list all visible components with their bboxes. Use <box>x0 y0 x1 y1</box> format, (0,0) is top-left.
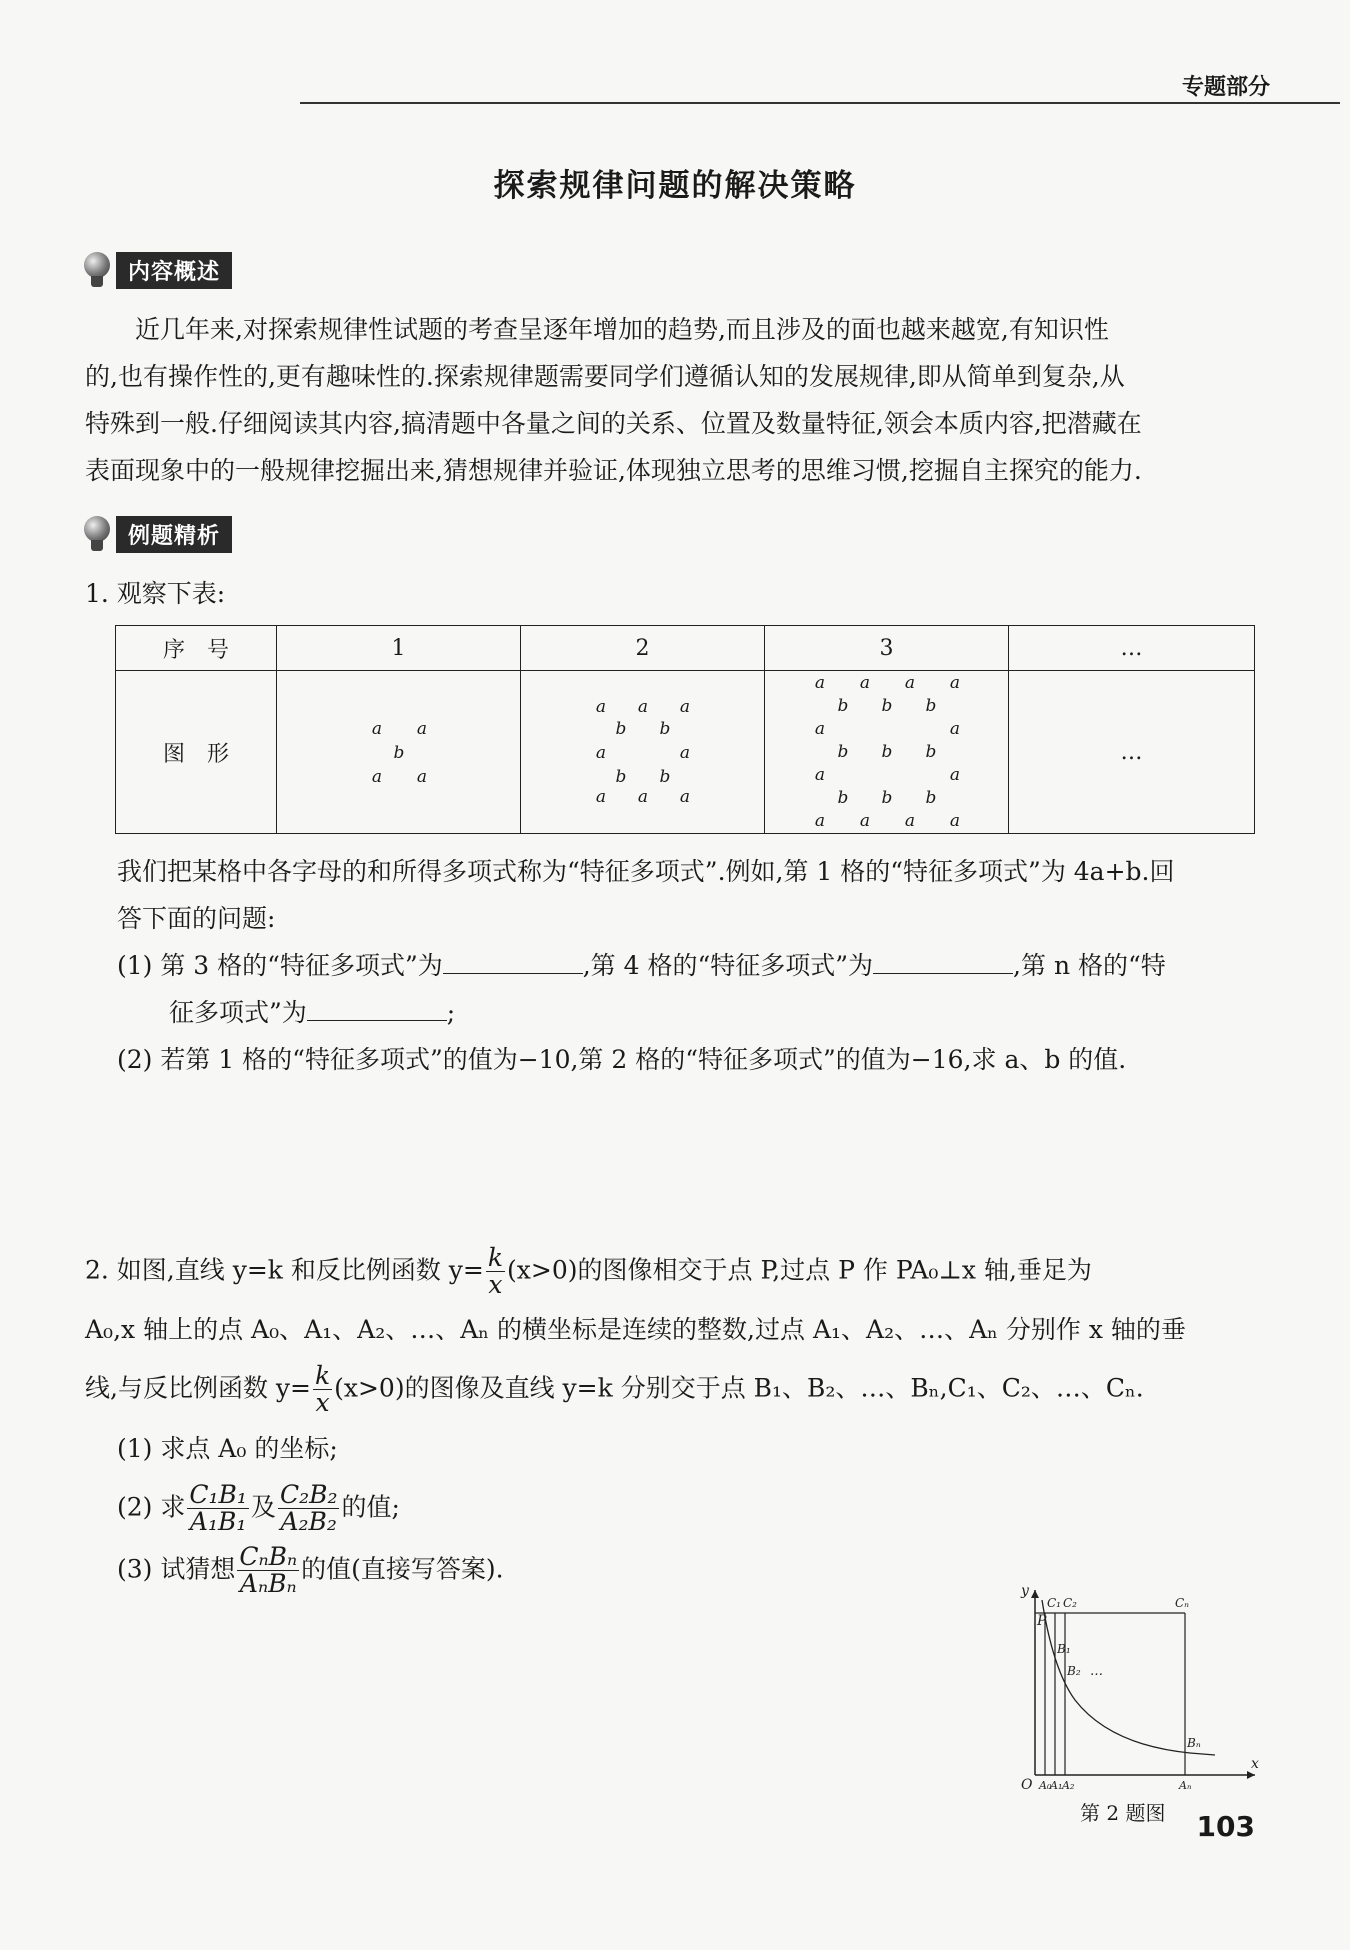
x-axis-arrow <box>1247 1771 1255 1779</box>
header-rule <box>300 102 1340 104</box>
label-An: Aₙ <box>1179 1779 1192 1792</box>
figure-letter-a: a <box>371 767 383 787</box>
lightbulb-icon <box>82 250 112 290</box>
figure-letter-a: a <box>949 673 961 693</box>
figure-letter-a: a <box>814 719 826 739</box>
figure-letter-b: b <box>659 719 671 739</box>
figure-letter-a: a <box>814 765 826 785</box>
q2-line1: 2. 如图,直线 y=k 和反比例函数 y= $\frac{k}{x}$ (x>0)的图像相交于点 P,过点 P 作 PA₀⊥x 轴,垂足为 <box>85 1243 1092 1300</box>
figure-letter-a: a <box>949 811 961 831</box>
table-header-index: 序 号 <box>116 626 277 671</box>
answer-blank[interactable] <box>307 994 447 1021</box>
q2-line3: 线,与反比例函数 y= $\frac{k}{x}$ (x>0)的图像及直线 y=k 分别交于点 B₁、B₂、…、Bₙ,C₁、C₂、…、Cₙ. <box>85 1360 1144 1417</box>
label-dots: … <box>1090 1664 1103 1679</box>
figure-cell-3 <box>765 671 1009 834</box>
q2-line2: A₀,x 轴上的点 A₀、A₁、A₂、…、Aₙ 的横坐标是连续的整数,过点 A₁、A₂、…、Aₙ 分别作 x 轴的垂 <box>85 1314 1186 1344</box>
figure-caption: 第 2 题图 <box>1080 1801 1166 1825</box>
fraction-cnbn-anbn: $\frac{\text{CₙBₙ}}{\text{AₙBₙ}}$ <box>239 1541 298 1598</box>
label-B2: B₂ <box>1067 1664 1081 1678</box>
q1-body <box>117 848 1267 1083</box>
figure-letter-b: b <box>881 742 893 762</box>
overview-tag-label: 内容概述 <box>116 252 232 289</box>
figure-letter-a: a <box>904 811 916 831</box>
q2-figure <box>1015 1575 1265 1795</box>
figure-letter-b: b <box>925 696 937 716</box>
q2-sub2: (2) 求 $\frac{\text{C₁B₁}}{\text{A₁B₁}}$ 及 $\frac{\text{C₂B₂}}{\text{A₂B₂}}$ 的值; <box>117 1480 400 1537</box>
figure-letter-b: b <box>925 788 937 808</box>
figure-letter-b: b <box>659 767 671 787</box>
lightbulb-icon <box>82 514 112 554</box>
figure-letter-b: b <box>837 696 849 716</box>
overview-line: 表面现象中的一般规律挖掘出来,猜想规律并验证,体现独立思考的思维习惯,挖掘自主探究的能力. <box>85 456 1142 485</box>
overview-paragraph <box>85 306 1265 494</box>
figure-letter-a: a <box>371 719 383 739</box>
q2-sub3: (3) 试猜想 $\frac{\text{CₙBₙ}}{\text{AₙBₙ}}$ 的值(直接写答案). <box>117 1541 504 1598</box>
label-B1: B₁ <box>1057 1642 1071 1656</box>
figure-letter-a: a <box>637 787 649 807</box>
q1-part2: (2) 若第 1 格的“特征多项式”的值为−10,第 2 格的“特征多项式”的值为−16,求 a、b 的值. <box>117 1045 1127 1074</box>
figure-cell-ellipsis: … <box>1009 671 1255 834</box>
label-x: x <box>1251 1756 1259 1772</box>
q1-part1-cont: 征多项式”为 ; <box>117 989 1267 1036</box>
q1-intro: 1. 观察下表: <box>85 579 226 608</box>
table-col-1: 1 <box>277 626 521 671</box>
label-origin: O <box>1021 1777 1033 1793</box>
table-col-3: 3 <box>765 626 1009 671</box>
examples-tag <box>82 514 232 554</box>
overview-tag <box>82 250 232 290</box>
figure-letter-a: a <box>637 697 649 717</box>
figure-letter-a: a <box>595 697 607 717</box>
figure-letter-b: b <box>837 788 849 808</box>
answer-blank[interactable] <box>873 947 1013 974</box>
figure-letter-a: a <box>814 811 826 831</box>
q1-desc: 答下面的问题: <box>117 904 276 933</box>
label-C1: C₁ <box>1047 1596 1061 1610</box>
figure-letter-a: a <box>679 743 691 763</box>
figure-letter-a: a <box>814 673 826 693</box>
figure-letter-a: a <box>595 787 607 807</box>
fraction-c1b1-a1b1: $\frac{\text{C₁B₁}}{\text{A₁B₁}}$ <box>189 1480 247 1537</box>
page-title: 探索规律问题的解决策略 <box>493 168 857 204</box>
figure-letter-a: a <box>595 743 607 763</box>
overview-line: 近几年来,对探索规律性试题的考查呈逐年增加的趋势,而且涉及的面也越来越宽,有知识性 <box>135 315 1109 344</box>
figure-letter-a: a <box>416 767 428 787</box>
q2-sub1: (1) 求点 A₀ 的坐标; <box>117 1434 338 1463</box>
figure-letter-a: a <box>949 719 961 739</box>
figure-letter-a: a <box>859 673 871 693</box>
figure-letter-a: a <box>416 719 428 739</box>
figure-letter-b: b <box>925 742 937 762</box>
label-Cn: Cₙ <box>1175 1596 1190 1610</box>
figure-letter-a: a <box>904 673 916 693</box>
overview-line: 特殊到一般.仔细阅读其内容,搞清题中各量之间的关系、位置及数量特征,领会本质内容,把潜藏在 <box>85 409 1142 438</box>
label-Bn: Bₙ <box>1187 1736 1201 1750</box>
figure-letter-b: b <box>393 743 405 763</box>
figure-letter-b: b <box>615 767 627 787</box>
label-C2: C₂ <box>1063 1596 1077 1610</box>
label-y: y <box>1021 1583 1029 1599</box>
header-section-label: 专题部分 <box>1181 75 1270 100</box>
q1-part1: (1) 第 3 格的“特征多项式”为 ,第 4 格的“特征多项式”为 ,第 n 格的“特 <box>117 942 1267 989</box>
figure-letter-b: b <box>837 742 849 762</box>
figure-letter-a: a <box>949 765 961 785</box>
figure-letter-a: a <box>679 697 691 717</box>
figure-letter-a: a <box>679 787 691 807</box>
label-A1: A₁ <box>1050 1779 1063 1792</box>
table-col-ellipsis: … <box>1009 626 1255 671</box>
table-header-figure: 图 形 <box>116 671 277 834</box>
observation-table <box>115 625 1255 834</box>
q1-desc: 我们把某格中各字母的和所得多项式称为“特征多项式”.例如,第 1 格的“特征多项式”为 4a+b.回 <box>117 857 1175 886</box>
figure-letter-b: b <box>881 788 893 808</box>
examples-tag-label: 例题精析 <box>116 516 232 553</box>
table-col-2: 2 <box>521 626 765 671</box>
figure-letter-a: a <box>859 811 871 831</box>
label-A2: A₂ <box>1062 1779 1075 1792</box>
figure-letter-b: b <box>881 696 893 716</box>
fraction-c2b2-a2b2: $\frac{\text{C₂B₂}}{\text{A₂B₂}}$ <box>279 1480 338 1537</box>
q2-body <box>85 1245 1265 1597</box>
fraction-k-over-x: $\frac{k}{x}$ <box>314 1360 331 1417</box>
figure-cell-2 <box>521 671 765 834</box>
label-P: P <box>1037 1613 1047 1629</box>
fraction-k-over-x: $\frac{k}{x}$ <box>487 1243 504 1300</box>
figure-letter-b: b <box>615 719 627 739</box>
y-axis-arrow <box>1031 1590 1039 1598</box>
answer-blank[interactable] <box>443 947 583 974</box>
label-A0: A₀ <box>1039 1779 1052 1792</box>
page-number: 103 <box>1196 1810 1255 1843</box>
overview-line: 的,也有操作性的,更有趣味性的.探索规律题需要同学们遵循认知的发展规律,即从简单到复杂,从 <box>85 362 1125 391</box>
figure-cell-1 <box>277 671 521 834</box>
